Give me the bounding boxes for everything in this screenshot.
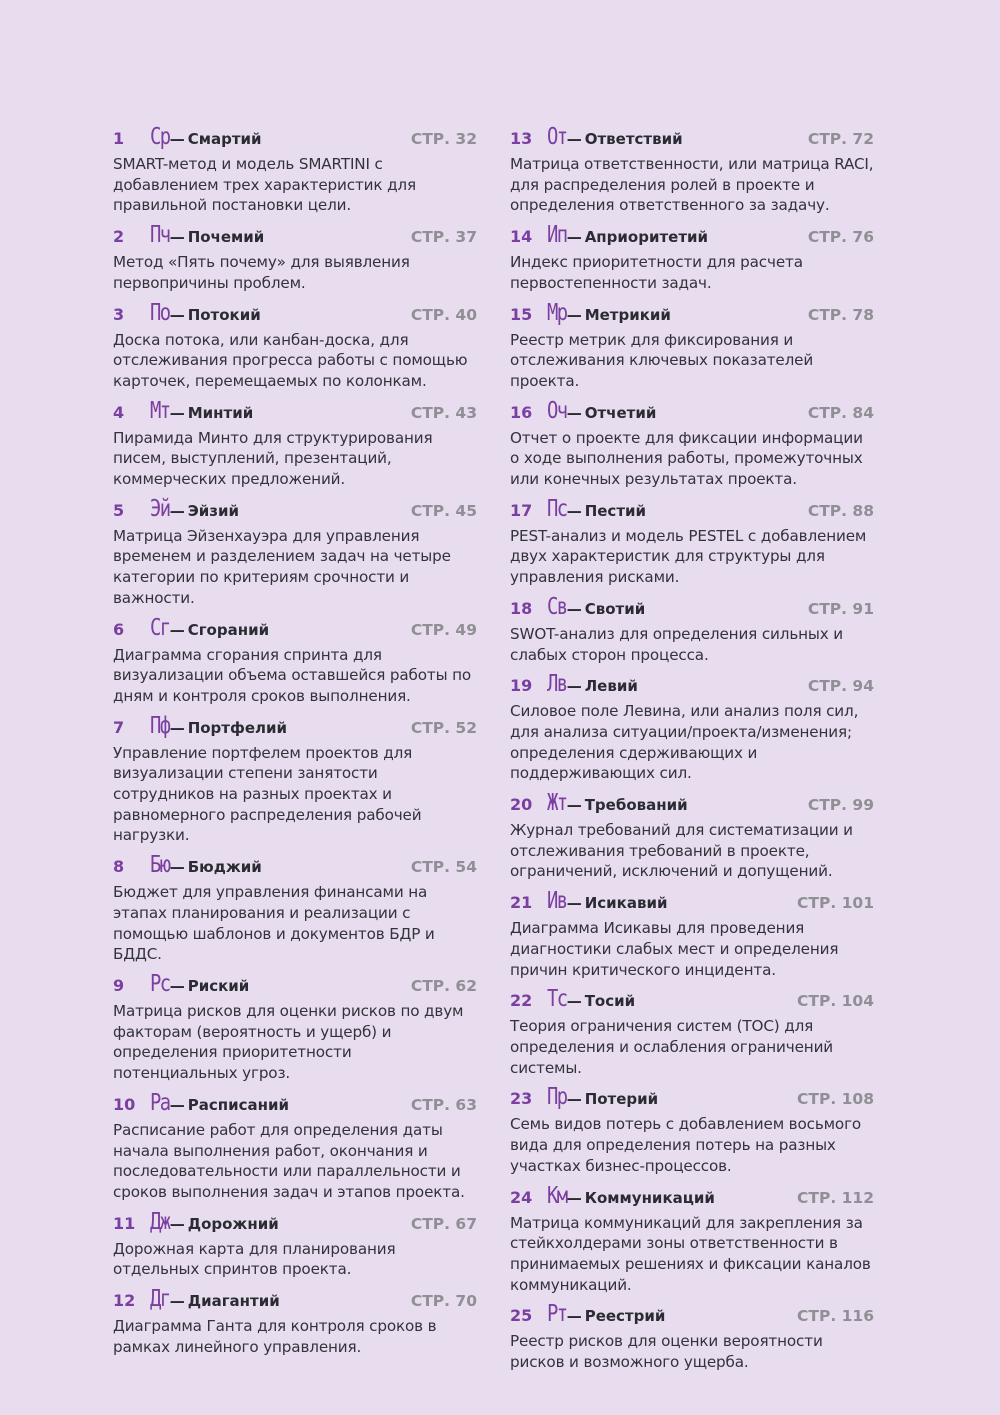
contents-entry [510, 594, 874, 665]
entry-description: Реестр метрик для фиксирования и отслеживания ключевых показателей проекта. [510, 330, 814, 390]
contents-entry [113, 852, 477, 965]
entry-description: Матрица коммуникаций для закрепления за стейкхолдерами зоны ответственности в принимаемых решениях и фиксации каналов коммуникаций. [510, 1213, 871, 1294]
entry-dash: — [169, 976, 185, 995]
contents-entry [510, 496, 874, 588]
entry-number: 2 [113, 227, 125, 247]
entry-abbreviation: Ср [150, 124, 170, 150]
entry-description: Пирамида Минто для структурирования писем, выступлений, презентаций, коммерческих предложений. [113, 428, 433, 489]
entry-heading [113, 1209, 477, 1239]
entry-dash: — [566, 599, 582, 618]
entry-dash: — [566, 130, 582, 148]
entry-number: 21 [510, 893, 533, 913]
entry-page-number: СТР. 37 [410, 228, 477, 247]
entry-heading [510, 222, 874, 252]
entry-page-number: СТР. 99 [807, 796, 874, 815]
entry-page-number: СТР. 84 [807, 403, 874, 422]
entry-number: 4 [113, 402, 125, 422]
entry-heading [113, 713, 477, 743]
entry-dash: — [169, 403, 185, 422]
entry-dash: — [566, 1188, 582, 1207]
entry-name: Тосий [584, 992, 636, 1011]
entry-abbreviation: Рт [547, 1301, 567, 1328]
entry-abbreviation: Дг [150, 1286, 170, 1313]
entry-dash: — [169, 1214, 185, 1233]
entry-number: 14 [510, 227, 533, 247]
contents-entry [510, 790, 874, 882]
entry-abbreviation: Рс [150, 970, 170, 997]
entry-description: SWOT-анализ для определения сильных и слабых сторон процесса. [510, 624, 843, 664]
contents-entry [510, 1301, 874, 1372]
contents-entry [510, 222, 874, 293]
entry-name: Сгораний [187, 620, 270, 639]
entry-description: Семь видов потерь с добавлением восьмого вида для определения потерь на разных участках бизнес-процессов. [510, 1115, 862, 1175]
entry-name: Отчетий [584, 403, 657, 422]
entry-number: 22 [510, 991, 533, 1011]
entry-name: Левий [584, 677, 638, 696]
entry-description: Расписание работ для определения даты начала выполнения работ, окончания и последовательности или параллельности и сроков выполнения задач и этапов проекта. [113, 1120, 465, 1201]
entry-page-number: СТР. 45 [410, 501, 477, 520]
entry-name: Потерий [584, 1090, 659, 1109]
entry-page-number: СТР. 116 [797, 1307, 874, 1326]
entry-heading [510, 1301, 874, 1331]
entry-description: SMART-метод и модель SMARTINI с добавлением трех характеристик для правильной постановки цели. [113, 155, 416, 215]
entry-description: Матрица рисков для оценки рисков по двум факторам (вероятность и ущерб) и определения приоритетности потенциальных угроз. [113, 1001, 464, 1083]
entry-heading [510, 888, 874, 918]
entry-dash: — [169, 1095, 185, 1114]
entry-heading [510, 790, 874, 820]
entry-abbreviation: Пф [150, 712, 170, 739]
entry-dash: — [566, 228, 582, 247]
entry-heading [113, 300, 477, 330]
entry-name: Минтий [187, 403, 254, 422]
entry-name: Риский [187, 976, 250, 995]
entry-page-number: СТР. 54 [410, 858, 477, 877]
entry-heading [113, 971, 477, 1001]
entry-heading [510, 1183, 874, 1213]
entry-dash: — [169, 501, 185, 520]
entry-description: Метод «Пять почему» для выявления первопричины проблем. [113, 253, 410, 292]
entry-abbreviation: Ип [547, 222, 567, 249]
contents-entry [510, 124, 874, 216]
entry-abbreviation: Жт [547, 790, 567, 817]
entry-heading [510, 398, 874, 428]
entry-description: PEST-анализ и модель PESTEL с добавлением двух характеристик для структуры для управления рисками. [510, 526, 867, 587]
entry-number: 7 [113, 717, 125, 737]
entry-page-number: СТР. 76 [807, 228, 874, 247]
entry-description: Дорожная карта для планирования отдельных спринтов проекта. [113, 1239, 396, 1279]
entry-dash: — [566, 305, 582, 324]
entry-page-number: СТР. 52 [410, 718, 477, 737]
entry-dash: — [169, 1292, 185, 1311]
entry-number: 10 [113, 1094, 136, 1114]
entry-number: 19 [510, 676, 533, 696]
entry-heading [113, 398, 477, 428]
entry-heading [113, 124, 477, 154]
entry-name: Бюджий [187, 858, 262, 877]
entry-abbreviation: Ра [150, 1089, 170, 1116]
entry-abbreviation: Св [547, 593, 567, 620]
entry-abbreviation: Эй [150, 495, 170, 522]
entry-number: 15 [510, 304, 533, 324]
entry-dash: — [566, 1090, 582, 1109]
entry-heading [510, 986, 874, 1016]
entry-number: 1 [113, 129, 125, 148]
contents-entry [113, 971, 477, 1084]
entry-name: Смартий [187, 130, 262, 148]
entry-description: Силовое поле Левина, или анализ поля сил, для анализа ситуации/проекта/изменения; определения сдерживающих и поддерживающих сил. [510, 702, 859, 783]
entry-dash: — [169, 130, 185, 148]
entry-name: Дорожний [187, 1214, 279, 1233]
entry-description: Отчет о проекте для фиксации информации о ходе выполнения работы, промежуточных или конечных результатах проекта. [510, 428, 863, 489]
entry-heading [510, 496, 874, 526]
entry-number: 12 [113, 1291, 136, 1311]
entry-page-number: СТР. 32 [410, 130, 477, 148]
entry-abbreviation: Сг [150, 614, 170, 641]
entry-name: Коммуникаций [584, 1188, 715, 1207]
entry-abbreviation: Мт [150, 397, 170, 424]
entry-name: Почемий [187, 228, 265, 247]
entry-number: 9 [113, 975, 125, 995]
contents-entry [113, 1090, 477, 1203]
entry-dash: — [169, 228, 185, 247]
contents-entry [510, 300, 874, 392]
entry-page-number: СТР. 91 [807, 599, 874, 618]
entry-description: Матрица Эйзенхауэра для управления временем и разделением задач на четыре категории по критериям срочности и важности. [113, 526, 451, 607]
entry-description: Доска потока, или канбан-доска, для отслеживания прогресса работы с помощью карточек, перемещаемых по колонкам. [113, 330, 468, 390]
entry-number: 23 [510, 1089, 533, 1109]
contents-entry [113, 713, 477, 847]
entry-number: 8 [113, 857, 125, 877]
entry-dash: — [566, 992, 582, 1011]
entry-dash: — [169, 620, 185, 639]
entry-dash: — [169, 718, 185, 737]
entry-name: Портфелий [187, 718, 288, 737]
entry-name: Исикавий [584, 894, 668, 913]
entry-heading [113, 615, 477, 645]
entry-page-number: СТР. 43 [410, 403, 477, 422]
entry-description: Бюджет для управления финансами на этапах планирования и реализации с помощью шаблонов и документов БДР и БДДС. [113, 883, 435, 964]
entry-heading [510, 124, 874, 154]
entry-abbreviation: Мр [547, 299, 567, 326]
entry-dash: — [566, 403, 582, 422]
entry-name: Эйзий [187, 501, 239, 520]
entry-name: Реестрий [584, 1307, 666, 1326]
entry-description: Теория ограничения систем (ТОС) для определения и ослабления ограничений системы. [510, 1017, 834, 1077]
entry-number: 17 [510, 500, 533, 520]
entry-dash: — [566, 501, 582, 520]
entry-description: Реестр рисков для оценки вероятности рисков и возможного ущерба. [510, 1332, 823, 1372]
entry-abbreviation: Дж [150, 1208, 170, 1235]
entry-page-number: СТР. 94 [807, 677, 874, 696]
entry-heading [510, 594, 874, 624]
entry-page-number: СТР. 101 [797, 894, 874, 913]
entry-dash: — [566, 894, 582, 913]
entry-number: 25 [510, 1306, 533, 1326]
entry-heading [510, 671, 874, 701]
entry-heading [510, 300, 874, 330]
entry-name: Априоритетий [584, 228, 709, 247]
entry-number: 13 [510, 129, 533, 148]
contents-entry [113, 222, 477, 293]
entry-abbreviation: Тс [547, 986, 567, 1013]
entry-description: Диаграмма сгорания спринта для визуализации объема оставшейся работы по дням и контроля сроков выполнения. [113, 645, 472, 705]
contents-entry [510, 1183, 874, 1296]
entry-dash: — [566, 677, 582, 696]
entry-number: 5 [113, 500, 125, 520]
entry-number: 24 [510, 1187, 533, 1207]
contents-entry [113, 300, 477, 392]
entry-name: Потокий [187, 305, 261, 324]
contents-entry [113, 1209, 477, 1280]
entry-name: Ответствий [584, 130, 683, 148]
entry-heading [510, 1084, 874, 1114]
entry-name: Требований [584, 796, 688, 815]
contents-entry [510, 986, 874, 1078]
entry-page-number: СТР. 112 [797, 1188, 874, 1207]
entry-abbreviation: Ив [547, 888, 567, 915]
contents-entry [113, 496, 477, 609]
entry-page-number: СТР. 70 [410, 1292, 477, 1311]
entry-description: Матрица ответственности, или матрица RACI, для распределения ролей в проекте и определения ответственного за задачу. [510, 155, 874, 215]
entry-number: 20 [510, 795, 533, 815]
entry-number: 11 [113, 1213, 136, 1233]
entry-heading [113, 222, 477, 252]
entry-abbreviation: Лв [547, 671, 567, 698]
right-column [510, 124, 874, 1379]
contents-entry [113, 615, 477, 707]
entry-abbreviation: От [547, 124, 567, 150]
entry-abbreviation: По [150, 299, 170, 326]
entry-description: Диаграмма Исикавы для проведения диагностики слабых мест и определения причин критического инцидента. [510, 919, 839, 979]
entry-heading [113, 496, 477, 526]
entry-name: Расписаний [187, 1095, 289, 1114]
entry-dash: — [169, 305, 185, 324]
entry-abbreviation: Пс [547, 495, 567, 522]
entry-page-number: СТР. 72 [807, 130, 874, 148]
entry-page-number: СТР. 62 [410, 976, 477, 995]
entry-heading [113, 1286, 477, 1316]
entry-dash: — [566, 1307, 582, 1326]
entry-number: 3 [113, 304, 125, 324]
entry-abbreviation: Км [547, 1182, 567, 1209]
entry-heading [113, 1090, 477, 1120]
entry-page-number: СТР. 108 [797, 1090, 874, 1109]
contents-entry [510, 888, 874, 980]
contents-entry [510, 671, 874, 784]
entry-name: Свотий [584, 599, 646, 618]
entry-abbreviation: Пр [547, 1084, 567, 1111]
entry-name: Диагантий [187, 1292, 280, 1311]
contents-entry [113, 398, 477, 490]
contents-entry [510, 1084, 874, 1176]
left-column [113, 124, 477, 1363]
entry-page-number: СТР. 78 [807, 305, 874, 324]
entry-abbreviation: Пч [150, 222, 170, 249]
entry-page-number: СТР. 67 [410, 1214, 477, 1233]
entry-description: Журнал требований для систематизации и отслеживания требований в проекте, ограничений, исключений и допущений. [510, 821, 853, 881]
entry-dash: — [566, 796, 582, 815]
entry-number: 18 [510, 598, 533, 618]
entry-heading [113, 852, 477, 882]
entry-abbreviation: Оч [547, 397, 567, 424]
entry-page-number: СТР. 63 [410, 1095, 477, 1114]
entry-dash: — [169, 858, 185, 877]
contents-entry [510, 398, 874, 490]
entry-page-number: СТР. 88 [807, 501, 874, 520]
entry-abbreviation: Бю [150, 852, 170, 879]
entry-number: 6 [113, 619, 125, 639]
entry-page-number: СТР. 40 [410, 305, 477, 324]
entry-name: Метрикий [584, 305, 671, 324]
entry-name: Пестий [584, 501, 647, 520]
contents-entry [113, 1286, 477, 1357]
entry-page-number: СТР. 49 [410, 620, 477, 639]
entry-number: 16 [510, 402, 533, 422]
entry-page-number: СТР. 104 [797, 992, 874, 1011]
entry-description: Управление портфелем проектов для визуализации степени занятости сотрудников на разных проектах и равномерного распределения рабочей нагрузки. [113, 743, 422, 845]
entry-description: Диаграмма Ганта для контроля сроков в рамках линейного управления. [113, 1317, 437, 1356]
contents-entry [113, 124, 477, 216]
entry-description: Индекс приоритетности для расчета первостепенности задач. [510, 253, 803, 292]
